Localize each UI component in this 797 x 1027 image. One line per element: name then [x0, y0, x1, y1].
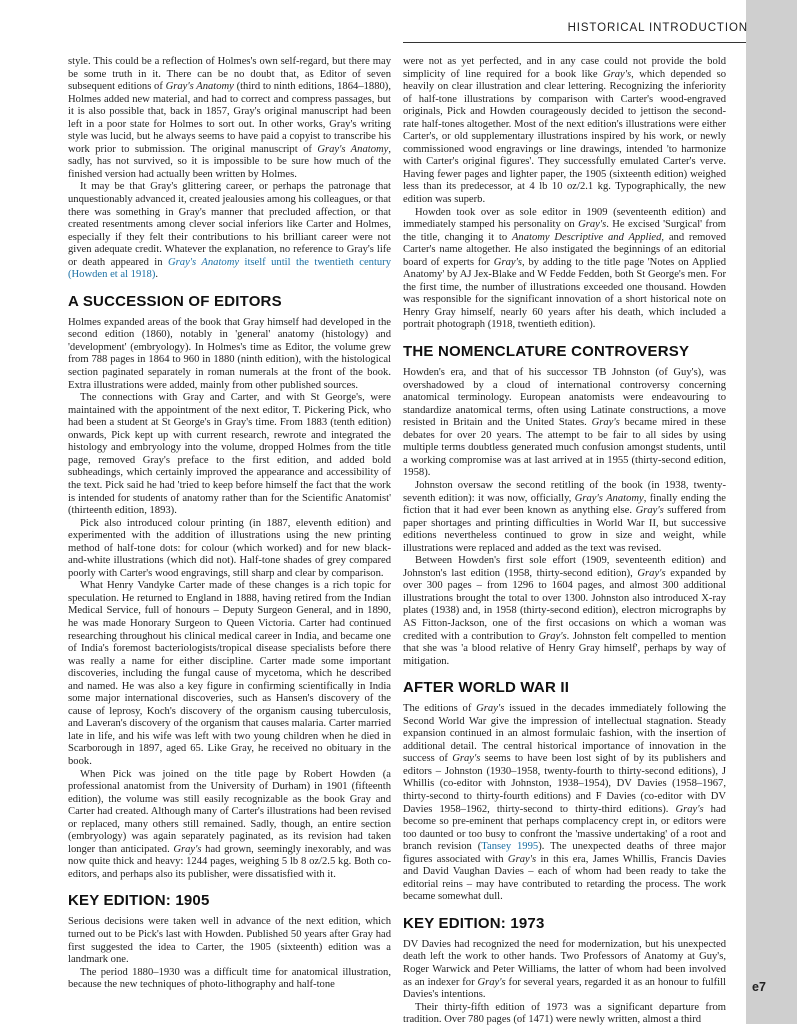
paragraph: The editions of Gray's issued in the decades immediately following the Second World War give the impression of intellectual stagnation. Steady expansion continued in an almost formulaic fashion, with the insertion of additional detail. The central historical importance of innovation in the success of Gray's seems to have been lost sight of by its publishers and editors – Johnston (1930–1958, twenty-fourth to thirty-second editions), J Whillis (co-editor with Johnston, 1938–1954), DV Davies (1958–1967, thirty-second to thirty-fourth editions) and F Davies (co-editor with DV Davies 1958–1962, thirty-second to thirty-third editions). Gray's had become so pre-eminent that perhaps complacency crept in, or editors were too daunted or too busy to confront the 'massive undertaking' of a root and branch revision (Tansey 1995). The unexpected deaths of three major figures associated with Gray's in this era, James Whillis, Francis Davies and David Vaughan Davies – each of whom had been ready to take the editorial reins – may have contributed to retarding the process. The work became somewhat dull.: [403, 703, 727, 903]
right-column: [403, 56, 726, 1027]
paragraph: Johnston oversaw the second retitling of the book (in 1938, twenty-seventh edition): it was now, officially, Gray's Anatomy, finally ending the fiction that it had ever been known as anything else. Gray's suffered from paper shortages and printing difficulties in World War II, but successive editions nevertheless continued to grow in size and weight, while illustrations were replaced and added as the text was revised.: [403, 479, 726, 554]
paragraph: Their thirty-fifth edition of 1973 was a significant departure from tradition. Over 780 pages (of 1471) were newly written, almost a third: [403, 1001, 726, 1026]
paragraph: Howden's era, and that of his successor TB Johnston (of Guy's), was overshadowed by a cloud of international controversy concerning anatomical terminology. European anatomists were endeavouring to standardize anatomical terms, often using Latinate constructions, a move resisted in Britain and the United States. Gray's became mired in these debates for over 20 years. The attempt to be fair to all sides by using multiple terms doubtless generated much confusion amongst students, until a working compromise was at last arrived at in 1955 (thirty-second edition, 1958).: [403, 367, 726, 479]
paragraph: Holmes expanded areas of the book that Gray himself had developed in the second edition (1860), notably in 'general' anatomy (histology) and 'development' (embryology). In Holmes's time as Editor, the volume grew from 788 pages in 1864 to 960 in 1880 (ninth edition), with the histological section paginated separately in roman numerals at the front of the book. Extra illustrations were added, mainly from other published sources.: [68, 316, 391, 391]
left-column: [68, 56, 391, 992]
citation-link[interactable]: Tansey 1995: [481, 841, 539, 853]
paragraph: What Henry Vandyke Carter made of these changes is a rich topic for speculation. He returned to England in 1888, having retired from the Indian Medical Service, full of honours – Deputy Surgeon General, and in 1890, he was made Honorary Surgeon to Queen Victoria. Carter had continued researching throughout his clinical medical career in India, and became one of India's foremost bacteriologists/tropical disease specialists before there was really a name for either discipline. Carter made some important discoveries, including the fungal cause of mycetoma, which he described and named. He was also a key figure in confirming scientifically in India some major international discoveries, such as Hansen's discovery of the cause of leprosy, Koch's discovery of the organism causing tuberculosis, and Laveran's discovery of the organism that causes malaria. Carter married late in life, and his wife was left with two young children when he died in Scarborough in 1897, aged 65. Like Gray, he received no obituary in the book.: [68, 580, 391, 767]
section-heading: KEY EDITION: 1905: [68, 892, 210, 910]
paragraph: DV Davies had recognized the need for modernization, but his unexpected death left the work to other hands. Two Professors of Anatomy at Guy's, Roger Warwick and Peter Williams, the latter of whom had been involved as an indexer for Gray's for several years, regarded it as an honour to fulfill Davies's intentions.: [403, 938, 726, 1001]
paragraph: The period 1880–1930 was a difficult time for anatomical illustration, because the new techniques of photo-lithography and half-tone: [68, 966, 391, 991]
paragraph: Serious decisions were taken well in advance of the next edition, which turned out to be Pick's last with Howden. Published 50 years after Gray had first suggested the idea to Carter, the 1905 (sixteenth) edition was a landmark one.: [68, 916, 391, 966]
paragraph: Howden took over as sole editor in 1909 (seventeenth edition) and immediately stamped his personality on Gray's. He excised 'Surgical' from the title, changing it to Anatomy Descriptive and Applied, and removed Carter's name altogether. He also instigated the beginnings of an editorial board of experts for Gray's, by adding to the title page 'Notes on Applied Anatomy' by AJ Jex-Blake and W Fedde Fedden, both St George's men. For the first time, the number of illustrations exceeded one thousand. Howden was responsible for the significant innovation of a short historical note on Henry Gray himself, nearly 60 years after his death, which included a portrait photograph (1918, twentieth edition).: [403, 206, 726, 331]
paragraph: were not as yet perfected, and in any case could not provide the bold simplicity of line required for a book like Gray's, which depended so heavily on clear illustration and clear lettering. Recognizing the inferiority of half-tone illustrations by comparison with Carter's wood-engraved originals, Pick and Howden courageously decided to jettison the second-rate half-tones altogether. Most of the next edition's illustrations were either Carter's, or old supplementary illustrations inspired by his work, or newly commissioned wood engravings or line drawings, intended 'to harmonize with Carter's original figures'. They successfully emulated Carter's verve. Having fewer pages and lighter paper, the 1905 (sixteenth edition) weighed less than its predecessor, at 4 lb 10 oz/2.1 kg. Typographically, the new edition was superb.: [403, 56, 726, 206]
paragraph: Between Howden's first sole effort (1909, seventeenth edition) and Johnston's last edition (1958, thirty-second edition), Gray's expanded by over 300 pages – from 1296 to 1604 pages, and almost 300 additional illustrations brought the total to over 1300. Johnston also introduced X-ray plates (1938) and, in 1958 (thirty-second edition), electron micrographs by AS Fitton-Jackson, one of the first occasions on which a woman was credited with a contribution to Gray's. Johnston felt compelled to mention that she was 'a blood relative of Henry Gray himself', perhaps by way of mitigation.: [403, 555, 727, 667]
running-header: HISTORICAL INTRODUCTION: [567, 22, 748, 34]
header-rule: [403, 42, 746, 43]
section-heading: KEY EDITION: 1973: [403, 914, 545, 932]
section-heading: A SUCCESSION OF EDITORS: [68, 292, 282, 310]
page-number: e7: [752, 980, 766, 994]
paragraph: Pick also introduced colour printing (in 1887, eleventh edition) and experimented with the addition of illustrations using the new printing method of half-tone dots: for colour (which worked) and for new black-and-white illustrations (which did not). Half-tone shades of grey compared poorly with Carter's wood engravings, still sharp and clear by comparison.: [68, 517, 391, 579]
paragraph: When Pick was joined on the title page by Robert Howden (a professional anatomist from the University of Durham) in 1901 (fifteenth edition), the volume was still easily recognizable as the book Gray and Carter had created. Although many of Carter's illustrations had been revised or replaced, many others still remained. Sadly, though, an entire section (embryology) was again separately paginated, as its revision had taken longer than anticipated. Gray's had grown, seemingly inexorably, and was now quite thick and heavy: 1244 pages, weighing 5 lb 8 oz/2.5 kg. Both co-editors, and perhaps also its publisher, were dissatisfied with it.: [68, 768, 391, 880]
page-edge-sidebar: [746, 0, 797, 1024]
section-heading: AFTER WORLD WAR II: [403, 679, 570, 697]
paragraph: style. This could be a reflection of Holmes's own self-regard, but there may be some truth in it. There can be no doubt that, as Editor of seven subsequent editions of Gray's Anatomy (third to ninth editions, 1864–1880), Holmes added new material, and had to correct and compress passages, but it is also possible that, back in 1857, Gray's original manuscript had been left in a poor state for Holmes to sort out. In other works, Gray's writing style was lucid, but he always seems to have paid a copyist to transcribe his work prior to submission. The original manuscript of Gray's Anatomy, sadly, has not survived, so it is impossible to be sure how much of the finished version had actually been written by Holmes.: [68, 56, 392, 180]
paragraph: The connections with Gray and Carter, and with St George's, were maintained with the appointment of the next editor, T. Pickering Pick, who had been a student at St George's in Gray's time. From 1883 (tenth edition) onwards, Pick kept up with current research, rewrote and integrated the histology and embryology into the volume, dropped Holmes from the title page, removed Gray's preface to the first edition, and added bold subheadings, which certainly improved the appearance and accessibility of the text. Pick said he had 'tried to keep before himself the fact that the work is intended for students of anatomy rather than for the Scientific Anatomist' (thirteenth edition, 1893).: [68, 392, 391, 517]
citation-link[interactable]: Gray's Anatomy itself until the twentieth century (Howden et al 1918): [68, 256, 392, 281]
section-heading: THE NOMENCLATURE CONTROVERSY: [403, 343, 690, 361]
paragraph: It may be that Gray's glittering career, or perhaps the patronage that unquestionably advanced it, created jealousies among his colleagues, or that there was something in Gray's manner that precluded affection, or that created resentments among clever social inferiors like Carter and Holmes, especially if they felt their contributions to his brilliant career were not given adequate credit. Whatever the explanation, no reference to Gray's life or death appeared in Gray's Anatomy itself until the twentieth century (Howden et al 1918).: [68, 181, 392, 281]
